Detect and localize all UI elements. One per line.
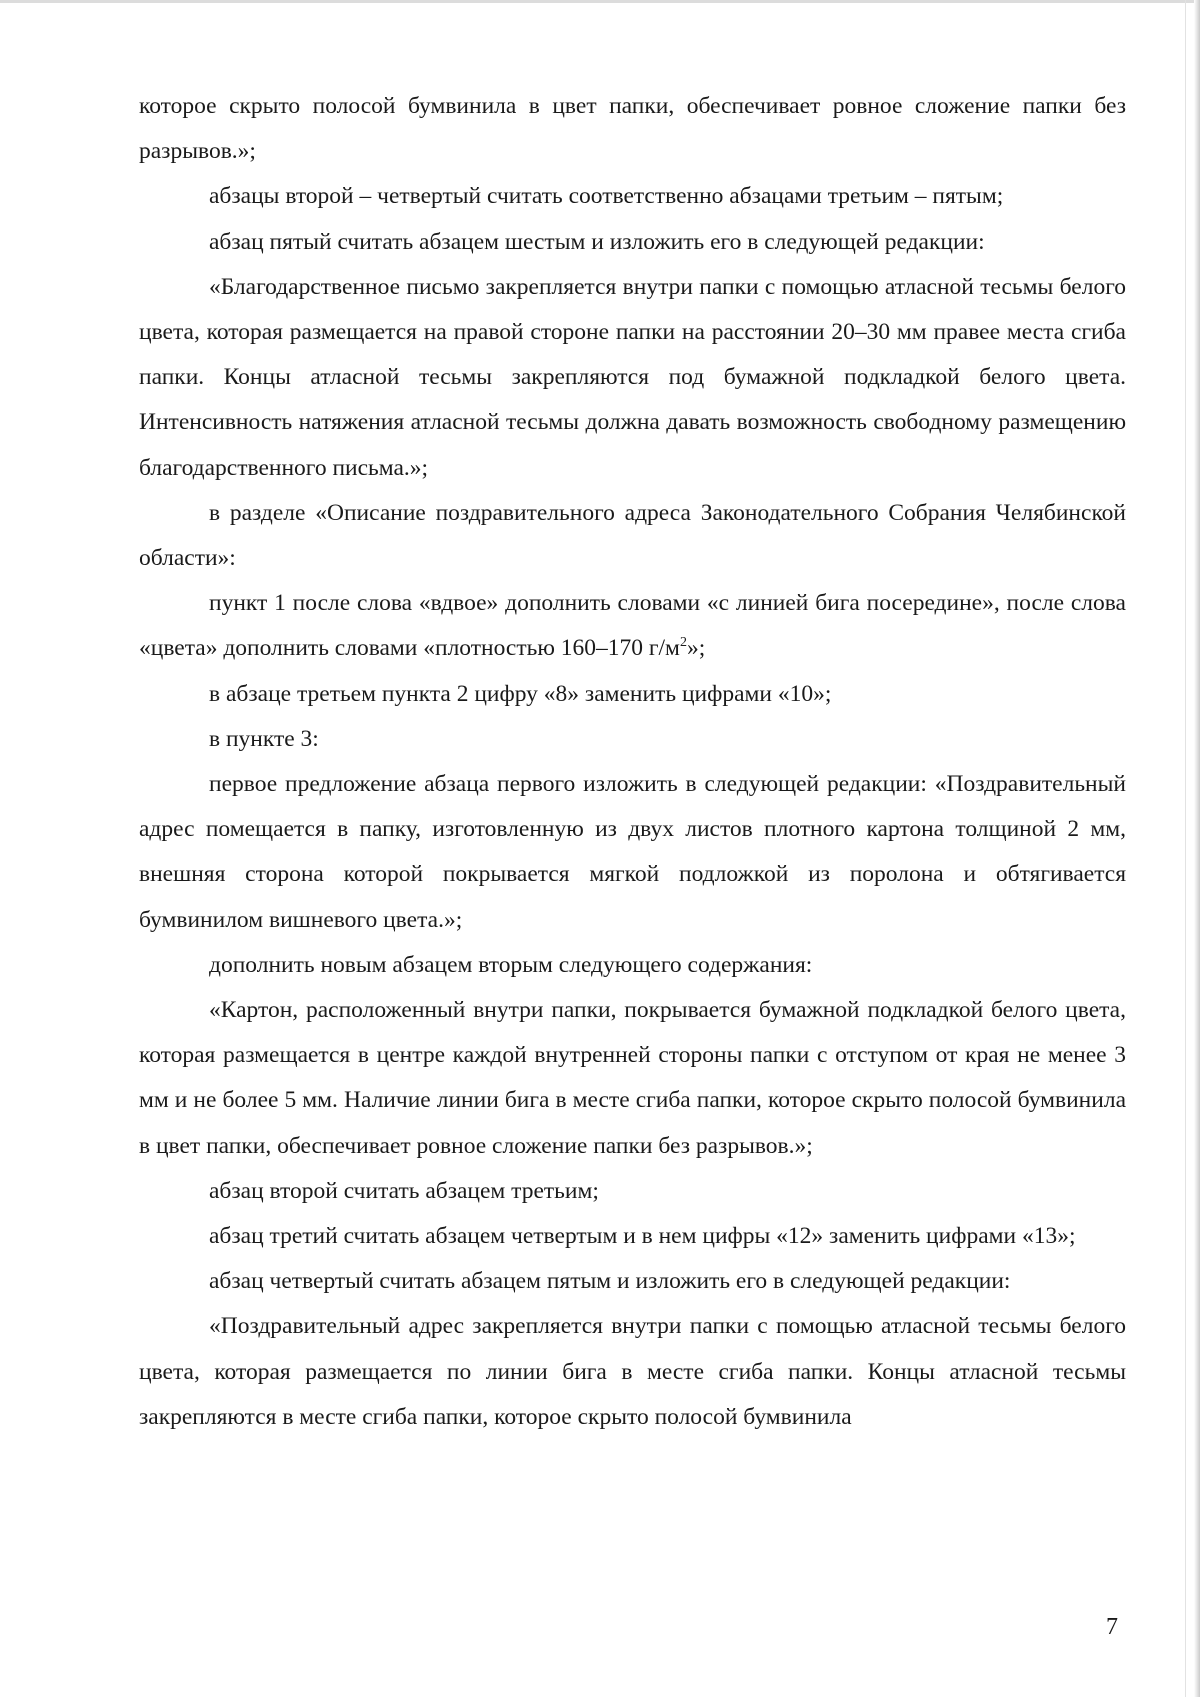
superscript: 2 (679, 635, 687, 651)
scan-edge-line (1185, 0, 1186, 1697)
paragraph: которое скрыто полосой бумвинила в цвет папки, обеспечивает ровное сложение папки без разрывов.»; (139, 93, 1126, 165)
paragraph-with-superscript (139, 581, 1126, 671)
document-body (139, 84, 1126, 1440)
paragraph-text: пункт 1 после слова «вдвое» дополнить словами «с линией бига посередине», после слова «цвета» дополнить словами «плотностью 160–170 г/м (139, 590, 1126, 662)
paragraph: «Благодарственное письмо закрепляется внутри папки с помощью атласной тесьмы белого цвета, которая размещается на правой стороне папки на расстоянии 20–30 мм правее места сгиба папки. Концы атласной тесьмы закрепляются под бумажной подкладкой белого цвета. Интенсивность натяжения атласной тесьмы должна давать возможность свободному размещению благодарственного письма.»; (139, 273, 1126, 481)
paragraph: абзац третий считать абзацем четвертым и в нем цифры «12» заменить цифрами «13»; (209, 1223, 1076, 1250)
paragraph: «Картон, расположенный внутри папки, покрывается бумажной подкладкой белого цвета, которая размещается в центре каждой внутренней стороны папки с отступом от края не менее 3 мм и не более 5 мм. Наличие линии бига в месте сгиба папки, которое скрыто полосой бумвинила в цвет папки, обеспечивает ровное сложение папки без разрывов.»; (139, 997, 1126, 1159)
paragraph: «Поздравительный адрес закрепляется внутри папки с помощью атласной тесьмы белого цвета, которая размещается по линии бига в месте сгиба папки. Концы атласной тесьмы закрепляются в месте сгиба папки, которое скрыто полосой бумвинила (139, 1313, 1126, 1430)
paragraph: первое предложение абзаца первого изложить в следующей редакции: «Поздравительный адрес помещается в папку, изготовленную из двух листов плотного картона толщиной 2 мм, внешняя сторона которой покрывается мягкой подложкой из поролона и обтягивается бумвинилом вишневого цвета.»; (139, 771, 1126, 933)
paragraph: в абзаце третьем пункта 2 цифру «8» заменить цифрами «10»; (209, 680, 832, 707)
paragraph: дополнить новым абзацем вторым следующего содержания: (209, 951, 813, 978)
paragraph: абзац пятый считать абзацем шестым и изложить его в следующей редакции: (209, 228, 985, 255)
paragraph: абзац четвертый считать абзацем пятым и изложить его в следующей редакции: (209, 1268, 1011, 1295)
paragraph: в пункте 3: (209, 725, 319, 752)
paragraph: в разделе «Описание поздравительного адреса Законодательного Собрания Челябинской области»: (139, 499, 1126, 572)
paragraph: абзацы второй – четвертый считать соответственно абзацами третьим – пятым; (209, 183, 1004, 210)
page-number: 7 (1106, 1614, 1118, 1640)
paragraph: абзац второй считать абзацем третьим; (209, 1177, 599, 1204)
scan-edge-right (1194, 0, 1200, 1697)
scan-edge-top (0, 0, 1200, 3)
paragraph-text: »; (686, 635, 706, 662)
